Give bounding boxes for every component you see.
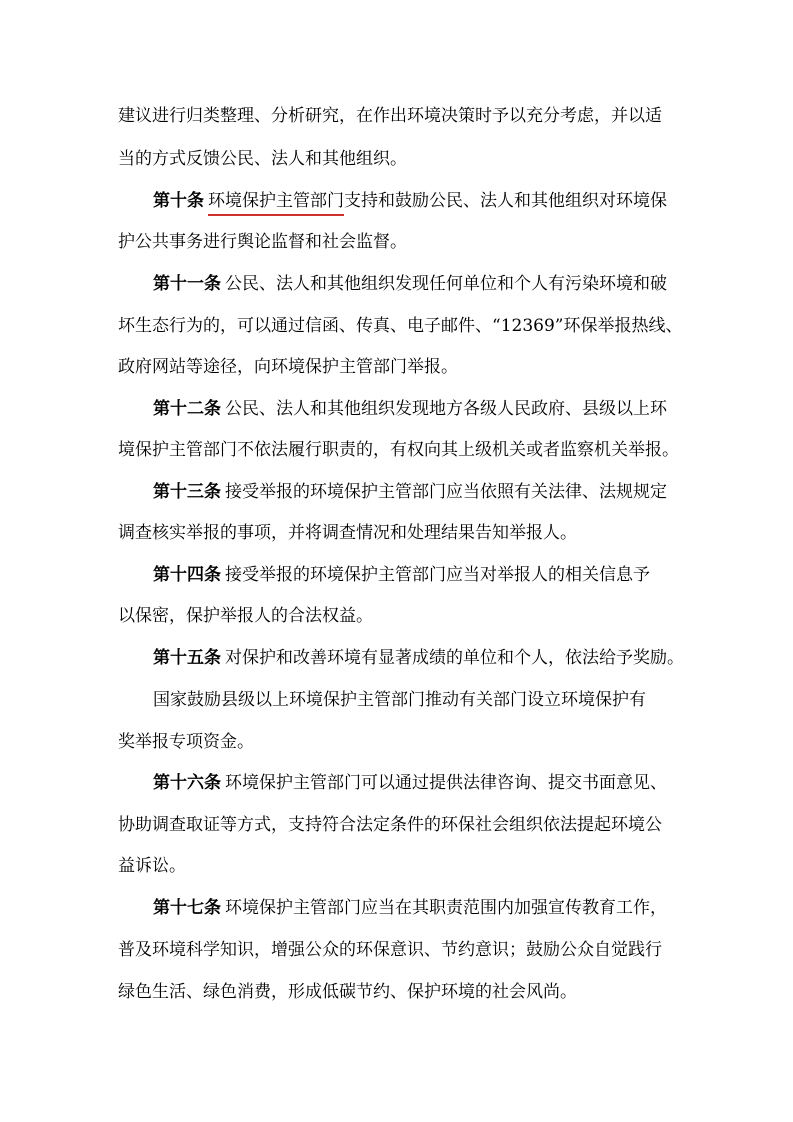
article-10-underlined-text: 环境保护主管部门 xyxy=(208,191,344,216)
article-16-first-line xyxy=(153,772,667,794)
article-13-text: 接受举报的环境保护主管部门应当依照有关法律、法规规定 xyxy=(225,482,667,502)
article-12-heading: 第十二条 xyxy=(153,399,221,419)
article-15-first-line xyxy=(153,647,684,669)
intro-line-2: 当的方式反馈公民、法人和其他组织。 xyxy=(118,149,407,169)
article-17-heading: 第十七条 xyxy=(153,898,221,918)
article-10-text: 支持和鼓励公民、法人和其他组织对环境保 xyxy=(344,191,667,211)
article-16-text: 环境保护主管部门可以通过提供法律咨询、提交书面意见、 xyxy=(225,773,667,793)
article-15-paragraph-2-line-2: 奖举报专项资金。 xyxy=(118,732,254,752)
article-13-line-2: 调查核实举报的事项，并将调查情况和处理结果告知举报人。 xyxy=(118,523,577,543)
article-17-first-line xyxy=(153,897,667,919)
article-17-text: 环境保护主管部门应当在其职责范围内加强宣传教育工作， xyxy=(225,898,667,918)
article-16-heading: 第十六条 xyxy=(153,773,221,793)
article-14-heading: 第十四条 xyxy=(153,565,221,585)
article-17-line-2: 普及环境科学知识，增强公众的环保意识、节约意识；鼓励公众自觉践行 xyxy=(118,940,662,960)
article-11-line-2: 坏生态行为的，可以通过信函、传真、电子邮件、“12369”环保举报热线、 xyxy=(118,316,683,336)
article-16-line-3: 益诉讼。 xyxy=(118,856,186,876)
article-13-heading: 第十三条 xyxy=(153,482,221,502)
article-10-heading: 第十条 xyxy=(153,191,204,211)
intro-line-1: 建议进行归类整理、分析研究，在作出环境决策时予以充分考虑，并以适 xyxy=(118,106,662,126)
article-12-line-2: 境保护主管部门不依法履行职责的，有权向其上级机关或者监察机关举报。 xyxy=(118,440,679,460)
article-10-line-2: 护公共事务进行舆论监督和社会监督。 xyxy=(118,232,407,252)
article-11-line-3: 政府网站等途径，向环境保护主管部门举报。 xyxy=(118,357,458,377)
article-12-first-line xyxy=(153,398,667,420)
article-12-text: 公民、法人和其他组织发现地方各级人民政府、县级以上环 xyxy=(225,399,667,419)
article-15-heading: 第十五条 xyxy=(153,648,221,668)
article-17-line-3: 绿色生活、绿色消费，形成低碳节约、保护环境的社会风尚。 xyxy=(118,982,577,1002)
article-14-first-line xyxy=(153,564,650,586)
article-14-line-2: 以保密，保护举报人的合法权益。 xyxy=(118,606,373,626)
article-15-text: 对保护和改善环境有显著成绩的单位和个人，依法给予奖励。 xyxy=(225,648,684,668)
article-15-paragraph-2-first-line: 国家鼓励县级以上环境保护主管部门推动有关部门设立环境保护有 xyxy=(153,690,646,710)
article-16-line-2: 协助调查取证等方式，支持符合法定条件的环保社会组织依法提起环境公 xyxy=(118,815,662,835)
article-13-first-line xyxy=(153,481,667,503)
article-10-first-line xyxy=(153,190,667,212)
article-11-first-line xyxy=(153,273,667,295)
article-11-heading: 第十一条 xyxy=(153,274,221,294)
article-14-text: 接受举报的环境保护主管部门应当对举报人的相关信息予 xyxy=(225,565,650,585)
article-11-text: 公民、法人和其他组织发现任何单位和个人有污染环境和破 xyxy=(225,274,667,294)
